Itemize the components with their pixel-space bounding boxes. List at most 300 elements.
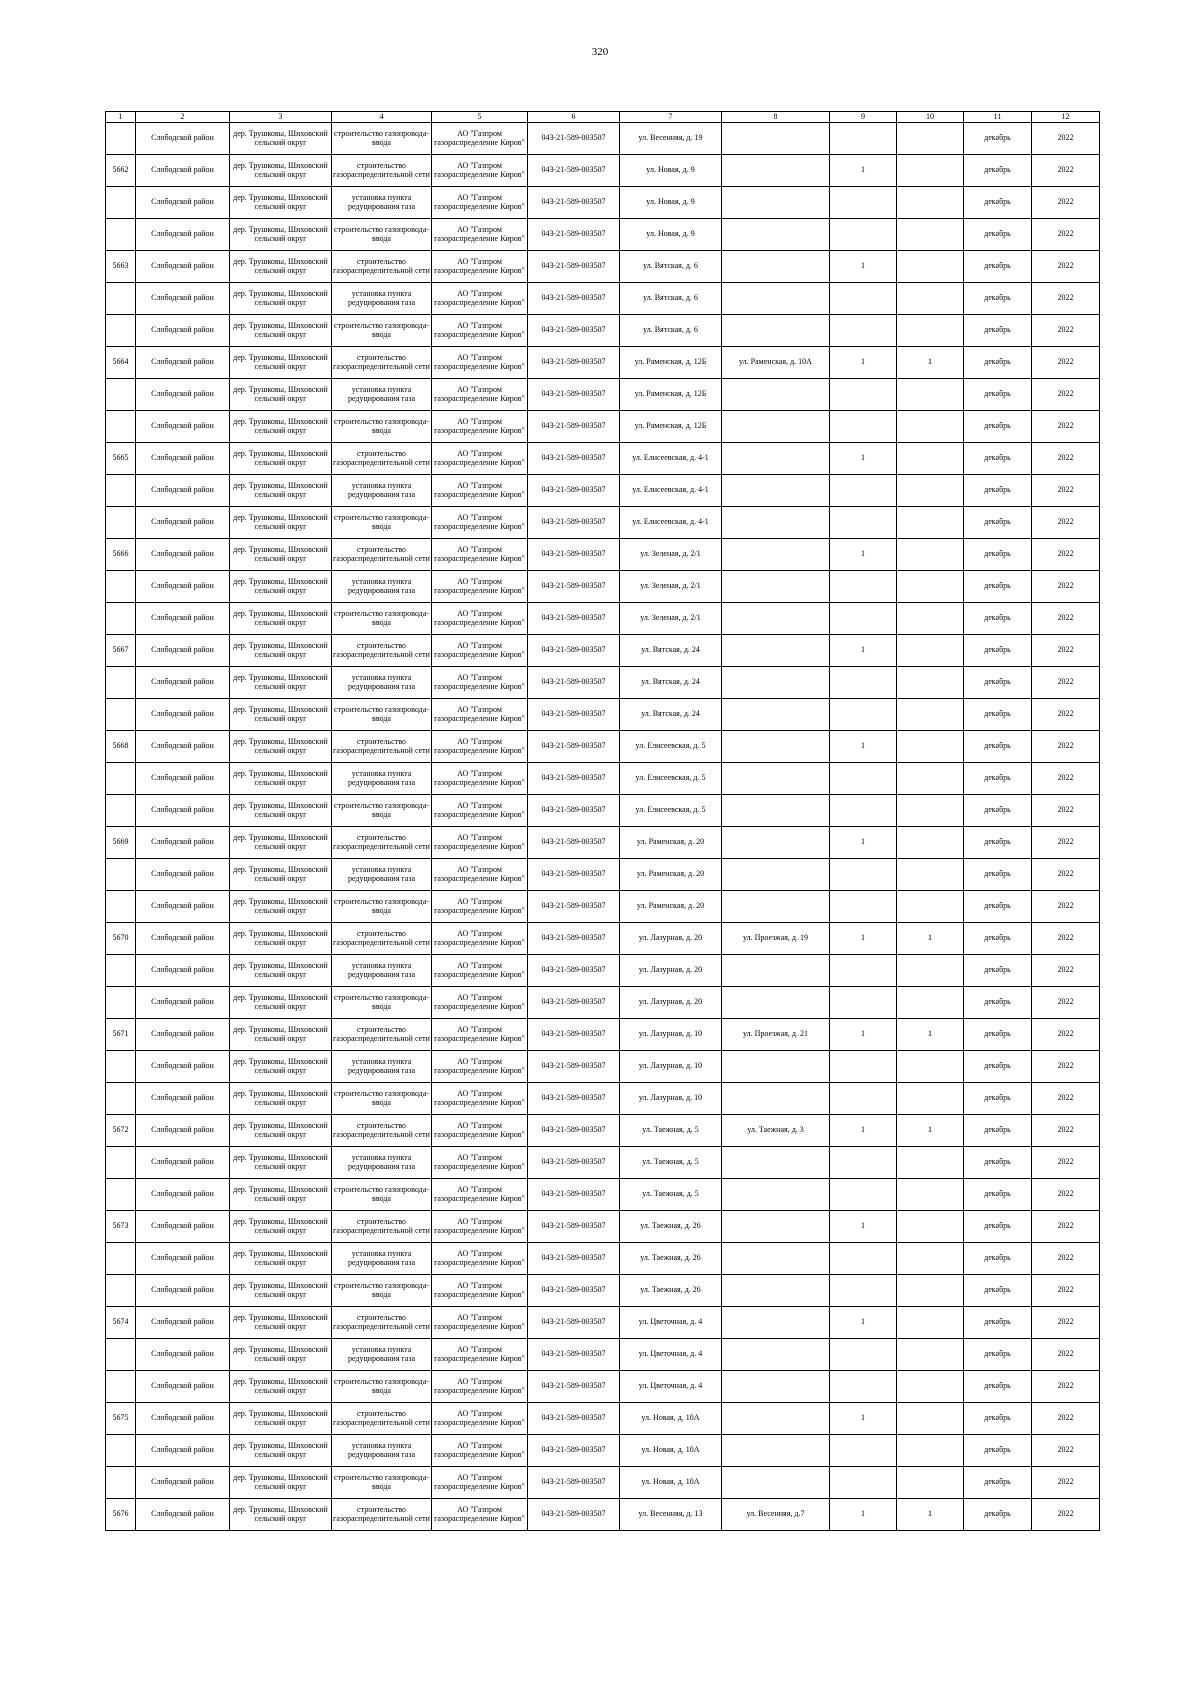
cell-organization: [432, 1403, 528, 1435]
cell-month: [964, 155, 1032, 187]
cell-count-b: [897, 1307, 964, 1339]
cell-text: декабрь: [984, 1126, 1011, 1135]
cell-text: 1: [928, 934, 932, 943]
cell-text: 2022: [1057, 582, 1074, 591]
cell-text: 1: [861, 358, 865, 367]
cell-organization: [432, 411, 528, 443]
cell-address-extra: [722, 891, 830, 923]
cell-text: 043-21-589-003507: [541, 742, 606, 751]
cell-document-number: [528, 1083, 620, 1115]
cell-year: [1032, 1435, 1100, 1467]
cell-text: Слободской район: [151, 1126, 214, 1135]
cell-record-number: [106, 603, 136, 635]
table-row: [106, 251, 1100, 283]
cell-year: [1032, 1115, 1100, 1147]
cell-month: [964, 1275, 1032, 1307]
cell-count-a: [830, 795, 897, 827]
cell-text: установка пункта редуцирования газа: [347, 865, 416, 883]
cell-year: [1032, 635, 1100, 667]
cell-year: [1032, 155, 1100, 187]
cell-month: [964, 315, 1032, 347]
cell-text: декабрь: [984, 870, 1011, 879]
cell-text: 1: [861, 1030, 865, 1039]
cell-text: 5675: [112, 1414, 129, 1423]
cell-settlement: [230, 1179, 332, 1211]
cell-organization: [432, 1371, 528, 1403]
cell-text: 043-21-589-003507: [541, 230, 606, 239]
cell-month: [964, 1115, 1032, 1147]
cell-document-number: [528, 571, 620, 603]
cell-district: [136, 1371, 230, 1403]
page-number: 320: [591, 46, 609, 58]
cell-work-type: [332, 347, 432, 379]
cell-count-a: [830, 1243, 897, 1275]
cell-text: 043-21-589-003507: [541, 1350, 606, 1359]
cell-month: [964, 1179, 1032, 1211]
cell-count-b: [897, 1275, 964, 1307]
cell-record-number: [106, 667, 136, 699]
cell-text: 2022: [1057, 902, 1074, 911]
cell-text: дер. Трушковы, Шиховский сельский округ: [233, 641, 328, 659]
cell-year: [1032, 859, 1100, 891]
table-row: [106, 283, 1100, 315]
cell-record-number: [106, 731, 136, 763]
cell-text: дер. Трушковы, Шиховский сельский округ: [233, 1185, 328, 1203]
cell-month: [964, 283, 1032, 315]
cell-month: [964, 635, 1032, 667]
cell-text: дер. Трушковы, Шиховский сельский округ: [233, 481, 328, 499]
cell-count-b: [897, 635, 964, 667]
cell-address-extra: [722, 251, 830, 283]
cell-record-number: [106, 1115, 136, 1147]
cell-text: АО "Газпром газораспределение Киров": [434, 1409, 525, 1427]
cell-year: [1032, 699, 1100, 731]
cell-record-number: [106, 1499, 136, 1531]
cell-count-b: [897, 475, 964, 507]
cell-organization: [432, 955, 528, 987]
cell-count-b: [897, 1147, 964, 1179]
cell-text: 2022: [1057, 166, 1074, 175]
cell-text: дер. Трушковы, Шиховский сельский округ: [233, 673, 328, 691]
cell-record-number: [106, 1403, 136, 1435]
cell-text: 2022: [1057, 1286, 1074, 1295]
cell-text: декабрь: [984, 582, 1011, 591]
cell-settlement: [230, 155, 332, 187]
cell-organization: [432, 1275, 528, 1307]
cell-count-a: [830, 155, 897, 187]
cell-text: установка пункта редуцирования газа: [347, 289, 416, 307]
cell-record-number: [106, 795, 136, 827]
cell-text: 043-21-589-003507: [541, 646, 606, 655]
table-row: [106, 1467, 1100, 1499]
cell-address-extra: [722, 1403, 830, 1435]
cell-text: Слободской район: [151, 1158, 214, 1167]
cell-address-extra: [722, 379, 830, 411]
cell-text: ул. Таежная, д. 5: [642, 1190, 699, 1199]
cell-text: 2022: [1057, 454, 1074, 463]
cell-text: декабрь: [984, 934, 1011, 943]
cell-address-extra: [722, 859, 830, 891]
cell-document-number: [528, 827, 620, 859]
cell-text: 2022: [1057, 806, 1074, 815]
cell-text: дер. Трушковы, Шиховский сельский округ: [233, 161, 328, 179]
cell-text: 1: [928, 358, 932, 367]
cell-address-extra: [722, 123, 830, 155]
cell-address-extra: [722, 923, 830, 955]
cell-text: декабрь: [984, 1254, 1011, 1263]
cell-text: ул. Зеленая, д. 2/1: [640, 614, 701, 623]
cell-organization: [432, 1339, 528, 1371]
cell-text: ул. Раменская, д. 12Б: [634, 358, 707, 367]
cell-address: [620, 859, 722, 891]
cell-text: 2022: [1057, 1318, 1074, 1327]
cell-address: [620, 795, 722, 827]
cell-text: дер. Трушковы, Шиховский сельский округ: [233, 1057, 328, 1075]
cell-organization: [432, 987, 528, 1019]
cell-text: 043-21-589-003507: [541, 1254, 606, 1263]
cell-count-b: [897, 1115, 964, 1147]
cell-count-a: [830, 763, 897, 795]
cell-text: декабрь: [984, 518, 1011, 527]
cell-text: АО "Газпром газораспределение Киров": [434, 1473, 525, 1491]
cell-settlement: [230, 379, 332, 411]
cell-organization: [432, 123, 528, 155]
cell-work-type: [332, 1083, 432, 1115]
cell-work-type: [332, 1467, 432, 1499]
cell-text: Слободской район: [151, 1190, 214, 1199]
cell-address-extra: [722, 1467, 830, 1499]
cell-organization: [432, 1435, 528, 1467]
cell-text: 2022: [1057, 934, 1074, 943]
table-row: [106, 1179, 1100, 1211]
cell-settlement: [230, 1051, 332, 1083]
cell-count-b: [897, 891, 964, 923]
cell-record-number: [106, 571, 136, 603]
cell-document-number: [528, 443, 620, 475]
cell-settlement: [230, 603, 332, 635]
cell-text: Слободской район: [151, 838, 214, 847]
cell-document-number: [528, 763, 620, 795]
cell-work-type: [332, 475, 432, 507]
cell-work-type: [332, 155, 432, 187]
cell-settlement: [230, 251, 332, 283]
cell-record-number: [106, 635, 136, 667]
cell-organization: [432, 1243, 528, 1275]
cell-text: строительство газопровода-ввода: [334, 1089, 429, 1107]
cell-district: [136, 571, 230, 603]
cell-address: [620, 475, 722, 507]
cell-year: [1032, 891, 1100, 923]
cell-address: [620, 443, 722, 475]
cell-count-a: [830, 1467, 897, 1499]
cell-document-number: [528, 283, 620, 315]
cell-text: строительство газопровода-ввода: [334, 705, 429, 723]
cell-address: [620, 379, 722, 411]
cell-record-number: [106, 1275, 136, 1307]
cell-document-number: [528, 731, 620, 763]
cell-count-b: [897, 955, 964, 987]
cell-work-type: [332, 283, 432, 315]
cell-year: [1032, 123, 1100, 155]
cell-text: 043-21-589-003507: [541, 902, 606, 911]
cell-text: ул. Елисеевская, д. 5: [635, 742, 706, 751]
cell-text: строительство газопровода-ввода: [334, 897, 429, 915]
cell-address: [620, 571, 722, 603]
cell-settlement: [230, 475, 332, 507]
cell-district: [136, 859, 230, 891]
cell-settlement: [230, 507, 332, 539]
cell-count-b: [897, 411, 964, 443]
cell-count-a: [830, 891, 897, 923]
cell-text: АО "Газпром газораспределение Киров": [434, 1377, 525, 1395]
cell-count-b: [897, 859, 964, 891]
cell-text: Слободской район: [151, 134, 214, 143]
cell-text: 5664: [112, 358, 129, 367]
cell-text: строительство газопровода-ввода: [334, 513, 429, 531]
cell-document-number: [528, 859, 620, 891]
cell-text: ул. Елисеевская, д. 4-1: [632, 454, 709, 463]
cell-settlement: [230, 923, 332, 955]
cell-text: 5672: [112, 1126, 129, 1135]
cell-text: декабрь: [984, 614, 1011, 623]
cell-document-number: [528, 379, 620, 411]
cell-text: строительство газораспределительной сети: [333, 353, 430, 371]
cell-address: [620, 763, 722, 795]
cell-settlement: [230, 1115, 332, 1147]
cell-text: ул. Цветочная, д. 4: [638, 1318, 703, 1327]
cell-text: АО "Газпром газораспределение Киров": [434, 417, 525, 435]
cell-text: Слободской район: [151, 934, 214, 943]
cell-address-extra: [722, 315, 830, 347]
cell-text: декабрь: [984, 1062, 1011, 1071]
cell-text: АО "Газпром газораспределение Киров": [434, 1121, 525, 1139]
cell-document-number: [528, 187, 620, 219]
cell-address-extra: [722, 1115, 830, 1147]
cell-text: АО "Газпром газораспределение Киров": [434, 449, 525, 467]
header-cell-col-11: 11: [964, 112, 1032, 123]
cell-month: [964, 539, 1032, 571]
cell-text: установка пункта редуцирования газа: [347, 961, 416, 979]
cell-address: [620, 1403, 722, 1435]
header-cell-col-12: 12: [1032, 112, 1100, 123]
cell-work-type: [332, 603, 432, 635]
cell-text: 2022: [1057, 262, 1074, 271]
cell-text: декабрь: [984, 966, 1011, 975]
cell-settlement: [230, 1307, 332, 1339]
cell-text: декабрь: [984, 550, 1011, 559]
cell-month: [964, 1051, 1032, 1083]
cell-address-extra: [722, 795, 830, 827]
cell-text: 043-21-589-003507: [541, 934, 606, 943]
cell-year: [1032, 1147, 1100, 1179]
cell-address: [620, 1467, 722, 1499]
cell-address: [620, 1179, 722, 1211]
cell-year: [1032, 347, 1100, 379]
cell-count-a: [830, 1083, 897, 1115]
cell-text: установка пункта редуцирования газа: [347, 577, 416, 595]
cell-text: установка пункта редуцирования газа: [347, 385, 416, 403]
cell-address-extra: [722, 763, 830, 795]
cell-text: 5666: [112, 550, 129, 559]
cell-text: 2022: [1057, 1062, 1074, 1071]
cell-text: Слободской район: [151, 1510, 214, 1519]
cell-text: 2022: [1057, 1094, 1074, 1103]
cell-district: [136, 731, 230, 763]
cell-text: ул. Лазурная, д. 20: [638, 934, 703, 943]
cell-text: Слободской район: [151, 710, 214, 719]
cell-text: 043-21-589-003507: [541, 678, 606, 687]
cell-organization: [432, 1307, 528, 1339]
cell-address-extra: [722, 187, 830, 219]
cell-district: [136, 475, 230, 507]
cell-text: АО "Газпром газораспределение Киров": [434, 385, 525, 403]
cell-text: Слободской район: [151, 518, 214, 527]
cell-text: 043-21-589-003507: [541, 422, 606, 431]
cell-text: строительство газораспределительной сети: [333, 545, 430, 563]
cell-address: [620, 123, 722, 155]
cell-document-number: [528, 667, 620, 699]
cell-organization: [432, 1019, 528, 1051]
cell-settlement: [230, 187, 332, 219]
cell-text: дер. Трушковы, Шиховский сельский округ: [233, 1409, 328, 1427]
cell-address-extra: [722, 475, 830, 507]
cell-count-a: [830, 571, 897, 603]
cell-text: декабрь: [984, 1478, 1011, 1487]
cell-month: [964, 443, 1032, 475]
cell-text: АО "Газпром газораспределение Киров": [434, 609, 525, 627]
cell-text: строительство газораспределительной сети: [333, 449, 430, 467]
cell-count-a: [830, 411, 897, 443]
cell-address-extra: [722, 635, 830, 667]
cell-month: [964, 763, 1032, 795]
cell-settlement: [230, 699, 332, 731]
cell-text: АО "Газпром газораспределение Киров": [434, 705, 525, 723]
cell-district: [136, 1275, 230, 1307]
cell-month: [964, 1403, 1032, 1435]
cell-text: декабрь: [984, 1446, 1011, 1455]
cell-month: [964, 731, 1032, 763]
cell-text: строительство газопровода-ввода: [334, 993, 429, 1011]
cell-text: АО "Газпром газораспределение Киров": [434, 161, 525, 179]
cell-count-b: [897, 1435, 964, 1467]
cell-text: декабрь: [984, 358, 1011, 367]
cell-document-number: [528, 347, 620, 379]
cell-text: установка пункта редуцирования газа: [347, 769, 416, 787]
cell-text: АО "Газпром газораспределение Киров": [434, 993, 525, 1011]
cell-district: [136, 1499, 230, 1531]
cell-text: дер. Трушковы, Шиховский сельский округ: [233, 1505, 328, 1523]
cell-year: [1032, 603, 1100, 635]
table-row: [106, 1307, 1100, 1339]
cell-address: [620, 667, 722, 699]
cell-text: 043-21-589-003507: [541, 518, 606, 527]
cell-count-b: [897, 923, 964, 955]
cell-document-number: [528, 1307, 620, 1339]
cell-settlement: [230, 1147, 332, 1179]
cell-address: [620, 923, 722, 955]
cell-settlement: [230, 635, 332, 667]
cell-settlement: [230, 1275, 332, 1307]
cell-record-number: [106, 1339, 136, 1371]
cell-work-type: [332, 955, 432, 987]
cell-text: строительство газопровода-ввода: [334, 1473, 429, 1491]
cell-work-type: [332, 315, 432, 347]
cell-count-a: [830, 123, 897, 155]
cell-text: 043-21-589-003507: [541, 166, 606, 175]
cell-text: строительство газораспределительной сети: [333, 833, 430, 851]
cell-text: 043-21-589-003507: [541, 294, 606, 303]
cell-month: [964, 987, 1032, 1019]
cell-work-type: [332, 923, 432, 955]
cell-month: [964, 923, 1032, 955]
cell-text: АО "Газпром газораспределение Киров": [434, 833, 525, 851]
cell-text: Слободской район: [151, 358, 214, 367]
cell-year: [1032, 1307, 1100, 1339]
cell-text: дер. Трушковы, Шиховский сельский округ: [233, 193, 328, 211]
cell-count-a: [830, 443, 897, 475]
cell-organization: [432, 891, 528, 923]
table-row: [106, 603, 1100, 635]
cell-text: дер. Трушковы, Шиховский сельский округ: [233, 1153, 328, 1171]
cell-organization: [432, 1499, 528, 1531]
cell-text: Слободской район: [151, 550, 214, 559]
cell-record-number: [106, 859, 136, 891]
cell-work-type: [332, 1371, 432, 1403]
cell-text: строительство газораспределительной сети: [333, 929, 430, 947]
cell-count-b: [897, 603, 964, 635]
cell-text: Слободской район: [151, 166, 214, 175]
cell-text: 043-21-589-003507: [541, 1414, 606, 1423]
cell-month: [964, 571, 1032, 603]
cell-count-b: [897, 1179, 964, 1211]
cell-text: декабрь: [984, 390, 1011, 399]
cell-count-a: [830, 475, 897, 507]
cell-district: [136, 1115, 230, 1147]
table-row: [106, 507, 1100, 539]
cell-text: Слободской район: [151, 678, 214, 687]
cell-text: дер. Трушковы, Шиховский сельский округ: [233, 897, 328, 915]
cell-year: [1032, 443, 1100, 475]
cell-month: [964, 187, 1032, 219]
cell-organization: [432, 571, 528, 603]
cell-year: [1032, 1083, 1100, 1115]
cell-text: 1: [861, 742, 865, 751]
cell-text: дер. Трушковы, Шиховский сельский округ: [233, 289, 328, 307]
cell-district: [136, 1307, 230, 1339]
cell-text: АО "Газпром газораспределение Киров": [434, 737, 525, 755]
cell-text: дер. Трушковы, Шиховский сельский округ: [233, 129, 328, 147]
table-row: [106, 443, 1100, 475]
cell-text: 043-21-589-003507: [541, 1382, 606, 1391]
cell-count-b: [897, 443, 964, 475]
cell-address-extra: [722, 283, 830, 315]
cell-month: [964, 379, 1032, 411]
header-cell-col-9: 9: [830, 112, 897, 123]
cell-record-number: [106, 1371, 136, 1403]
cell-text: декабрь: [984, 134, 1011, 143]
cell-record-number: [106, 251, 136, 283]
cell-text: декабрь: [984, 454, 1011, 463]
cell-text: Слободской район: [151, 422, 214, 431]
cell-district: [136, 123, 230, 155]
cell-text: Слободской район: [151, 614, 214, 623]
cell-text: АО "Газпром газораспределение Киров": [434, 1057, 525, 1075]
cell-text: ул. Вятская, д. 24: [641, 646, 700, 655]
cell-address: [620, 187, 722, 219]
cell-address: [620, 955, 722, 987]
cell-text: 043-21-589-003507: [541, 1478, 606, 1487]
cell-text: установка пункта редуцирования газа: [347, 193, 416, 211]
